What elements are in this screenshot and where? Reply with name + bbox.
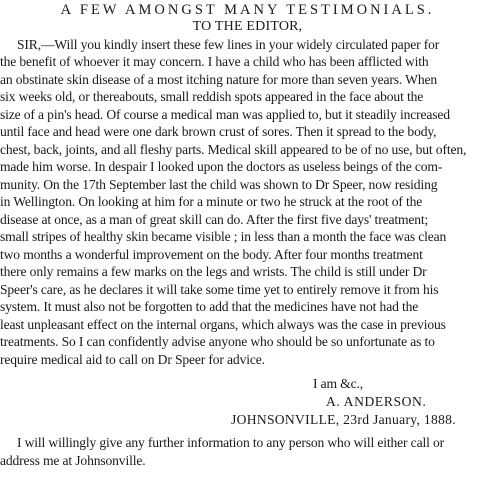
body-line-5: size of a pin's head. Of course a medical man was applied to, but it steadily increased — [0, 107, 450, 122]
body-line-1: SIR,—Will you kindly insert these few lines in your widely circulated paper for — [17, 37, 440, 52]
body-line-2: the benefit of whoever it may concern. I have a child who has been afflicted with — [0, 54, 429, 69]
body-line-3: an obstinate skin disease of a most itching nature for more than seven years. When — [0, 72, 438, 87]
article-heading: A FEW AMONGST MANY TESTIMONIALS. — [60, 2, 435, 18]
postscript-line-1: I will willingly give any further information to any person who will either call or — [17, 435, 444, 450]
body-line-17: least unpleasant effect on the internal organs, which always was the case in previous — [0, 317, 446, 332]
body-line-9: munity. On the 17th September last the child was shown to Dr Speer, now residing — [0, 177, 438, 192]
postscript-line-2: address me at Johnsonville. — [0, 453, 146, 468]
body-line-12: small stripes of healthy skin became visible ; in less than a month the face was clean — [0, 229, 447, 244]
body-line-11: disease at once, as a man of great skill can do. After the first five days' treatment; — [0, 212, 429, 227]
body-line-18: treatments. So I can confidently advise anyone who should be so unfortunate as to — [0, 334, 435, 349]
body-line-6: until face and head were one dark brown crust of sores. Then it spread to the body, — [0, 124, 437, 139]
body-line-14: there only remains a few marks on the legs and wrists. The child is still under Dr — [0, 264, 427, 279]
body-line-4: six weeks old, or thereabouts, small reddish spots appeared in the face about the — [0, 89, 424, 104]
body-line-16: system. It must also not be forgotten to add that the medicines have not had the — [0, 299, 419, 314]
body-line-8: made him worse. In despair I looked upon the doctors as useless beings of the com- — [0, 159, 443, 174]
body-line-19: require medical aid to call on Dr Speer for advice. — [0, 352, 265, 367]
dateline: JOHNSONVILLE, 23rd January, 1888. — [231, 412, 456, 427]
signature: A. ANDERSON. — [326, 394, 427, 409]
salutation-heading: TO THE EDITOR, — [192, 19, 303, 34]
body-line-15: Speer's care, as he declares it will take some time yet to entirely remove it from his — [0, 282, 439, 297]
body-line-7: chest, back, joints, and all fleshy parts. Medical skill appeared to be of no use, but often, — [0, 142, 467, 157]
body-line-10: in Wellington. On looking at him for a minute or two he struck at the root of the — [0, 194, 423, 209]
body-line-13: two months a wonderful improvement on the body. After four months treatment — [0, 247, 423, 262]
closing-line: I am &c., — [313, 376, 363, 391]
